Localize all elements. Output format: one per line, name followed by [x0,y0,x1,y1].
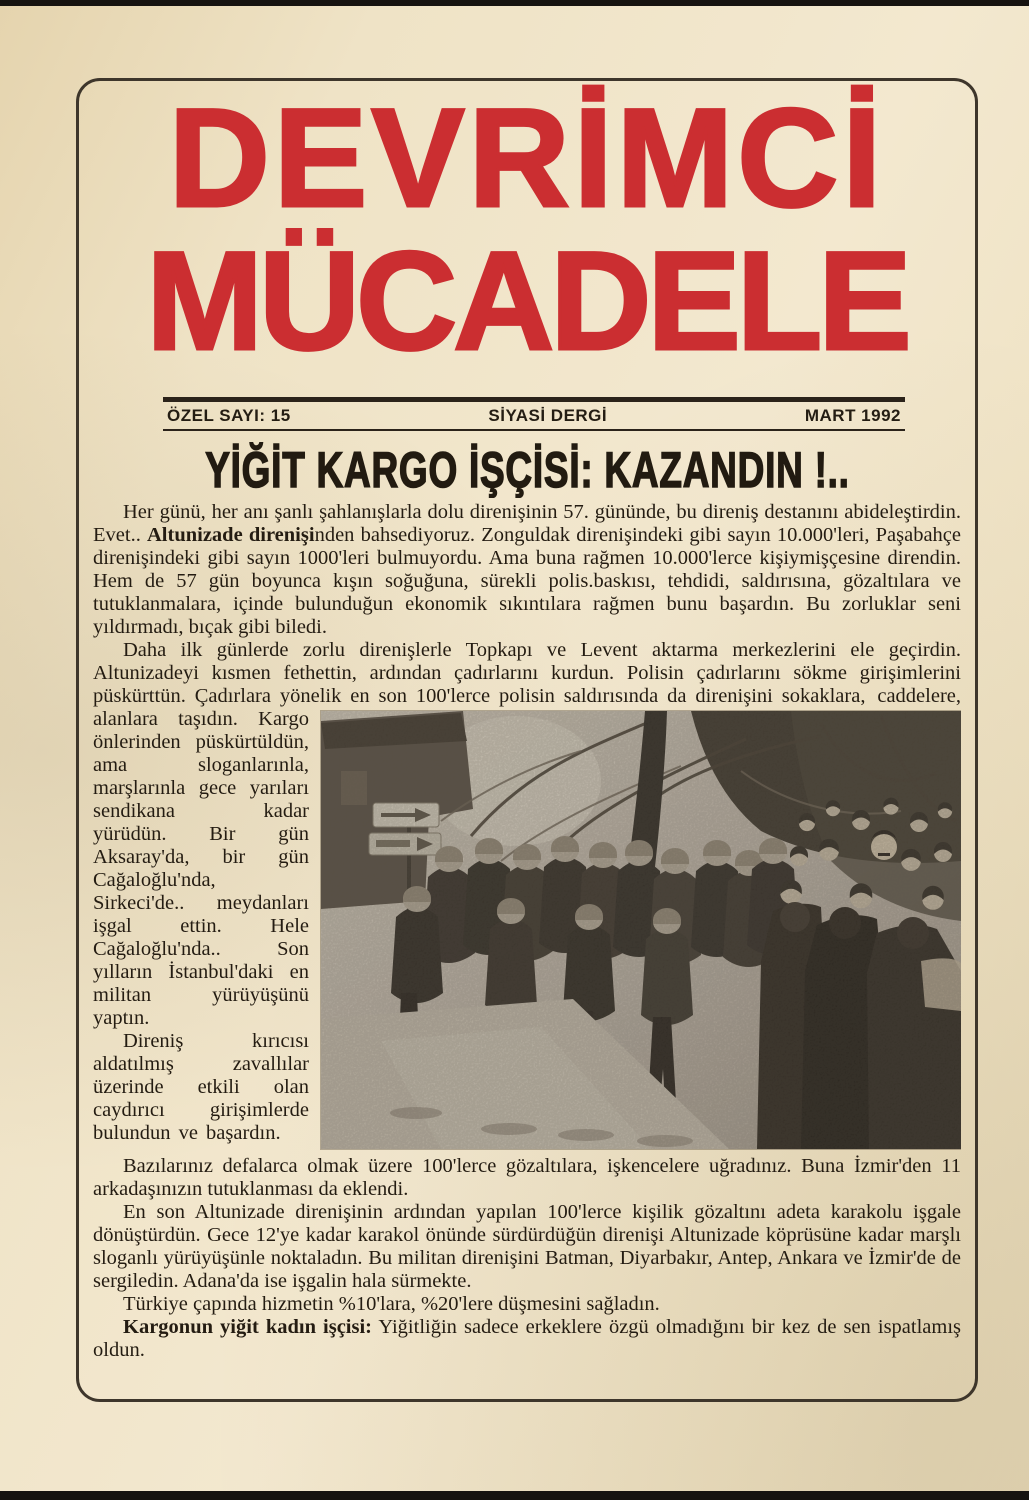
paragraph-2-text-cont: sokaklara, caddelere, alanlara taşıdın. Kargo önlerinden püskürtüldün, ama sloganlarınla, marşlarınla gece yarıları sendikana kadar yürüdün. Bir gün Aksaray'da, bir gün Cağaloğlu'nda, Sirkeci'de.. meydanları işgal ettin. Hele Cağaloğlu'nda.. Son yılların İstanbul'daki en militan yürüyüşünü yaptın. [93,685,961,1029]
paragraph-1-bold: Altunizade direnişi [147,524,315,546]
category-label: SİYASİ DERGİ [488,406,608,425]
masthead-line1: DEVRİMCİ [168,79,886,236]
page-border-frame [76,78,978,1402]
paragraph-3: Direniş kırıcısı aldatılmış zavallılar üzerinde etkili olan caydırıcı girişimlerde bulundun ve başardın. [93,1030,309,1144]
paragraph-7-bold: Kargonun yiğit kadın işçisi: [123,1316,373,1338]
paragraph-1 [93,501,961,639]
headline [79,441,975,499]
paragraph-1-text: Her günü, her anı şanlı şahlanışlarla dolu direnişinin 57. gününde, bu direniş destanını abideleştirdin. Evet.. [93,501,961,546]
scan-edge-bottom [0,1491,1029,1500]
paragraph-4: Bazılarınız defalarca olmak üzere 100'lerce gözaltılara, işkencelere uğradınız. Buna İzmir'den 11 arkadaşınızın tutuklanması da eklendi. [93,1155,961,1200]
date-label: MART 1992 [804,406,901,425]
headline-text: YİĞİT KARGO İŞÇİSİ: KAZANDIN !.. [204,442,850,498]
masthead [79,79,975,379]
article-body [93,501,961,1395]
paragraph-6: Türkiye çapında hizmetin %10'lara, %20'lere düşmesini sağladın. [123,1293,660,1315]
info-bar [163,397,905,431]
paragraph-7 [93,1316,961,1362]
protest-photo [321,711,961,1149]
paragraph-1-text-cont: nden bahsediyoruz. Zonguldak direnişindeki gibi sayın 10.000'leri, Paşabahçe direnişindeki gibi sayın 1000'leri bulmuyordu. Ama buna rağmen 10.000'lerce kişiymişçesine direndin. Hem de 57 gün boyunca kışın soğuğuna, sürekli polis.baskısı, tehdidi, saldırısına, gözaltılara ve tutuklanmalara, içinde bulunduğun ekonomik sıkıntılara rağmen bunu başardın. Bu zorluklar seni yıldırmadı, bıçak gibi biledi. [93,524,961,638]
paragraph-2-text: Daha ilk günlerde zorlu direnişlerle Topkapı ve Levent aktarma merkezlerini ele geçirdin. Altunizadeyi kısmen fethettin, ardından çadırlarını kurdun. Polisin çadırlarını sökme girişimlerini püskürttün. Çadırlara yönelik en son 100'lerce polisin saldırısında da direnişini [93,639,961,707]
paragraph-7-text: Yiğitliğin sadece erkeklere özgü olmadığını bir kez de sen ispatlamış oldun. [93,1316,961,1361]
protest-photo-illustration [321,711,961,1149]
masthead-line2: MÜCADELE [146,222,908,379]
issue-label: ÖZEL SAYI: 15 [167,406,291,425]
paragraph-5: En son Altunizade direnişinin ardından yapılan 100'lerce kişilik gözaltını adeta karakolu işgale dönüştürdün. Gece 12'ye kadar karakol önünde sürdürdüğün direnişi Altunizade köprüsüne kadar marşlı sloganlı yürüyüşünle noktaladın. Bu militan direnişini Batman, Diyarbakır, Antep, Ankara ve İzmir'de de sergiledin. Adana'da ise işgalin hala sürmekte. [93,1201,961,1292]
scan-edge-top [0,0,1029,6]
paragraph-2 [93,639,961,1030]
